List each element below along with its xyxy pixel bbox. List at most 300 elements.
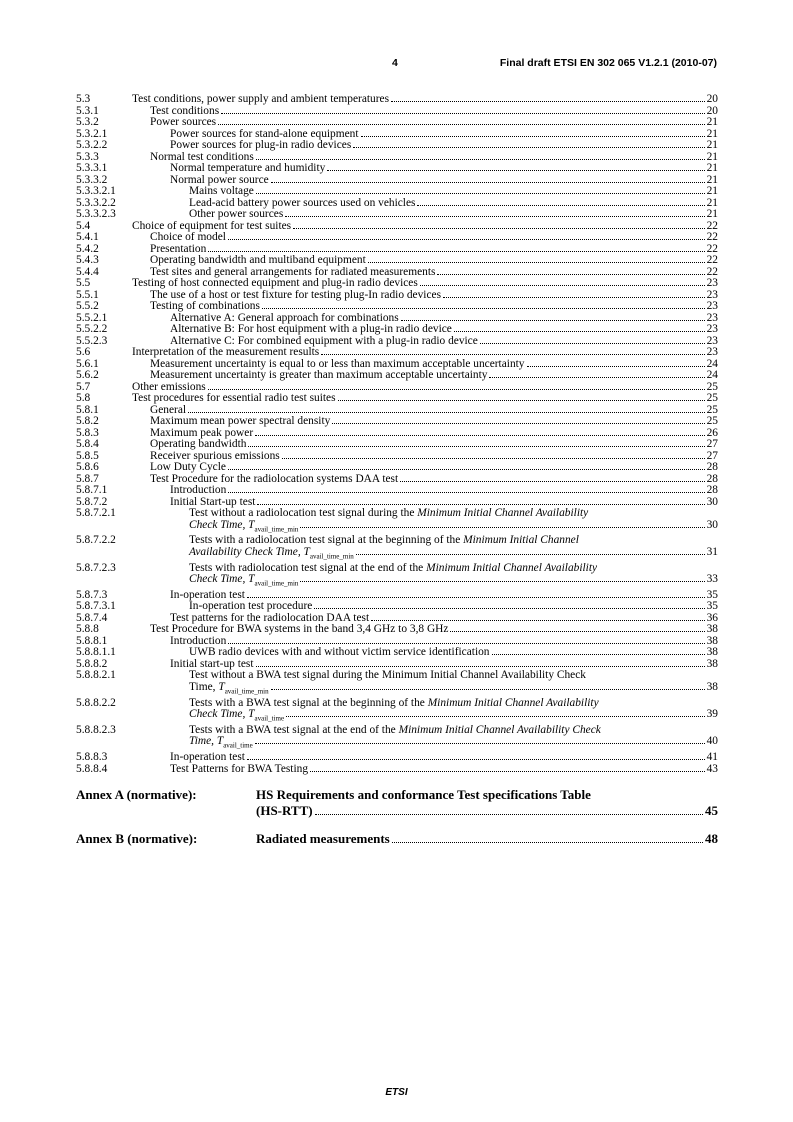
annex-list <box>76 787 718 847</box>
page-number: 4 <box>392 57 398 69</box>
toc-entry-line2 <box>189 736 718 752</box>
toc-entry-page: 35 <box>706 600 718 613</box>
dot-leader <box>391 101 705 102</box>
toc-entry-text: Tests with a radiolocation test signal at the beginning of the <box>189 534 464 547</box>
toc-entry-number: 5.4.1 <box>76 231 99 243</box>
toc-entry-subscript: avail_time_min <box>309 552 354 561</box>
toc-entry-text: UWB radio devices with and without victim service identification <box>189 646 490 659</box>
toc-entry-number: 5.8.8.2 <box>76 657 108 670</box>
toc-entry-number: 5.8.8.4 <box>76 762 108 775</box>
dot-leader <box>271 689 705 690</box>
toc-entry-subscript: avail_time_min <box>254 524 299 533</box>
toc-entry-line2-text <box>189 520 298 536</box>
dot-leader <box>454 331 705 332</box>
toc-entry-text: Testing of combinations <box>150 300 260 312</box>
toc-entry-page: 40 <box>706 735 718 748</box>
dot-leader <box>353 147 704 148</box>
toc-entry-page: 38 <box>706 657 718 670</box>
toc-entry-text: In-operation test procedure <box>189 600 313 613</box>
toc-entry-page: 30 <box>706 518 718 531</box>
toc-entry-title <box>132 278 718 290</box>
toc-entry-text: Lead-acid battery power sources used on vehicles <box>189 196 416 209</box>
toc-entry-page: 27 <box>706 438 718 450</box>
toc-entry-number: 5.8.7 <box>76 472 99 485</box>
toc-entry-number: 5.5.2.2 <box>76 323 108 335</box>
table-of-contents <box>76 94 718 847</box>
dot-leader <box>228 492 704 493</box>
toc-entry-page: 22 <box>706 265 718 278</box>
toc-entry-number: 5.3.3.2 <box>76 173 108 186</box>
toc-entry-page: 21 <box>706 116 718 128</box>
dot-leader <box>256 666 705 667</box>
toc-entry-page: 25 <box>706 380 718 393</box>
toc-entry-number: 5.5.2.1 <box>76 311 108 324</box>
toc-entry-text: Test without a radiolocation test signal during the <box>189 507 418 519</box>
toc-entry-number: 5.8.8.2.1 <box>76 669 116 682</box>
annex-page: 48 <box>705 831 718 847</box>
toc-entry-text: Test Procedure for BWA systems in the band 3,4 GHz to 3,8 GHz <box>150 623 449 636</box>
toc-entry-page: 43 <box>706 762 718 775</box>
toc-entry-page: 21 <box>706 139 718 151</box>
toc-entry[interactable] <box>76 186 718 198</box>
toc-entry-page: 28 <box>706 484 718 496</box>
toc-entry-number: 5.8.8.2.3 <box>76 723 116 736</box>
dot-leader <box>420 285 705 286</box>
toc-entry-title <box>132 106 718 118</box>
toc-entry-italic: Minimum Initial Channel Availability Check <box>398 723 601 736</box>
footer-etsi: ETSI <box>385 1087 408 1098</box>
toc-entry-page: 23 <box>706 334 718 347</box>
toc-entry-number: 5.3.2.1 <box>76 127 108 140</box>
toc-entry-text: Normal power source <box>170 173 269 186</box>
dot-leader <box>489 377 704 378</box>
toc-entry-number: 5.3.3 <box>76 150 99 163</box>
toc-entry-subscript: avail_time <box>254 714 285 723</box>
toc-entry-number: 5.4.2 <box>76 242 99 255</box>
toc-entry[interactable] <box>76 94 718 106</box>
toc-entry[interactable] <box>76 725 718 752</box>
toc-entry-text: The use of a host or test fixture for testing plug-In radio devices <box>150 288 442 301</box>
dot-leader <box>248 446 704 447</box>
toc-entry-title <box>132 698 718 725</box>
toc-entry-title <box>132 416 718 428</box>
toc-entry-text: Test patterns for the radiolocation DAA test <box>170 611 370 624</box>
dot-leader <box>437 274 704 275</box>
toc-entry-number: 5.5.2 <box>76 300 99 312</box>
toc-entry-text: Introduction <box>170 634 227 647</box>
toc-entry-title <box>132 163 718 175</box>
toc-entry-text: In-operation test <box>170 588 245 601</box>
dot-leader <box>285 216 704 217</box>
dot-leader <box>293 228 704 229</box>
toc-entry[interactable] <box>76 140 718 152</box>
dot-leader <box>327 170 704 171</box>
dot-leader <box>332 423 704 424</box>
toc-entry-page: 21 <box>706 173 718 186</box>
toc-entry-page: 21 <box>706 196 718 209</box>
toc-entry-page: 21 <box>706 127 718 140</box>
toc-entry-number: 5.6.2 <box>76 369 99 381</box>
toc-entry[interactable] <box>76 590 718 602</box>
toc-entry-number: 5.8.6 <box>76 461 99 473</box>
toc-entry-line1 <box>189 508 718 520</box>
toc-entry[interactable] <box>76 370 718 382</box>
annex-page: 45 <box>705 803 718 819</box>
dot-leader <box>300 581 704 582</box>
dot-leader <box>286 716 705 717</box>
toc-entry[interactable] <box>76 563 718 590</box>
toc-entry-page: 20 <box>706 104 718 117</box>
dot-leader <box>255 743 705 744</box>
toc-entry-number: 5.8.8.2.2 <box>76 696 116 709</box>
toc-entry-number: 5.3.3.2.2 <box>76 196 116 209</box>
toc-entry-text: Low Duty Cycle <box>150 461 226 473</box>
toc-entry-page: 21 <box>706 150 718 163</box>
dot-leader <box>208 251 704 252</box>
toc-entry-text: Tests with a BWA test signal at the end of the <box>189 723 399 736</box>
annex-title-text: Radiated measurements <box>256 831 390 847</box>
toc-entry-page: 21 <box>706 162 718 174</box>
toc-entry-number: 5.4.3 <box>76 254 99 266</box>
toc-entry-number: 5.8.3 <box>76 426 99 439</box>
toc-entry-text: Receiver spurious emissions <box>150 449 280 462</box>
dot-leader <box>400 481 704 482</box>
toc-entry-text: Maximum mean power spectral density <box>150 415 331 427</box>
annex-title-line1: HS Requirements and conformance Test specifications Table <box>256 787 591 803</box>
toc-entry-text: Tests with a BWA test signal at the beginning of the <box>189 696 428 709</box>
toc-entry-title <box>132 508 718 535</box>
toc-entry-text: Initial Start-up test <box>170 495 256 508</box>
toc-entry-number: 5.3.3.1 <box>76 162 108 174</box>
dot-leader <box>218 124 704 125</box>
annex-label: Annex A (normative): <box>76 787 197 803</box>
toc-entry-line2-text <box>189 547 354 563</box>
dot-leader <box>361 136 705 137</box>
toc-entry-title <box>132 670 718 697</box>
toc-entry-number: 5.8.5 <box>76 449 99 462</box>
toc-entry-text: Alternative B: For host equipment with a plug-in radio device <box>170 323 452 335</box>
toc-entry-text: Initial start-up test <box>170 657 254 670</box>
dot-leader <box>450 631 704 632</box>
toc-entry-line2-text <box>189 682 269 698</box>
toc-entry-text: Test Procedure for the radiolocation systems DAA test <box>150 472 399 485</box>
toc-entry-subscript: avail_time <box>223 741 253 750</box>
toc-entry-text: Measurement uncertainty is equal to or less than maximum acceptable uncertainty <box>150 357 525 370</box>
page-header <box>0 57 793 73</box>
toc-entry-number: 5.8.7.2.3 <box>76 561 116 574</box>
toc-entry-text: Choice of model <box>150 231 226 243</box>
dot-leader <box>271 182 705 183</box>
toc-entry-page: 27 <box>706 449 718 462</box>
toc-entry[interactable] <box>76 508 718 535</box>
toc-entry-italic: Availability Check Time, T <box>189 545 310 558</box>
dot-leader <box>247 597 705 598</box>
toc-entry-number: 5.6 <box>76 346 91 358</box>
toc-entry-line2-text <box>189 736 253 752</box>
toc-entry-page: 38 <box>706 634 718 647</box>
toc-entry-italic: Time, T <box>189 735 224 748</box>
toc-entry-page: 21 <box>706 185 718 197</box>
toc-entry[interactable] <box>76 462 718 474</box>
toc-entry-text: Presentation <box>150 242 207 255</box>
toc-entry-italic: Minimum Initial Channel Availability <box>417 507 589 519</box>
toc-entry-subscript: avail_time_min <box>224 687 269 696</box>
toc-entry[interactable] <box>76 485 718 497</box>
toc-entry-text: Time, <box>189 680 219 693</box>
dot-leader <box>188 412 705 413</box>
toc-entry-title <box>132 764 718 776</box>
toc-entry-page: 23 <box>706 323 718 335</box>
toc-entry-page: 38 <box>706 623 718 636</box>
toc-entry-text: Test Patterns for BWA Testing <box>170 762 309 775</box>
toc-entry-number: 5.8.7.3.1 <box>76 600 116 613</box>
toc-entry-line2-text <box>189 574 298 590</box>
toc-entry[interactable] <box>76 670 718 697</box>
toc-entry[interactable] <box>76 698 718 725</box>
dot-leader <box>228 239 705 240</box>
toc-entry[interactable] <box>76 209 718 221</box>
toc-entry-number: 5.8.8.3 <box>76 751 108 764</box>
toc-entry[interactable] <box>76 416 718 428</box>
toc-entry-number: 5.4 <box>76 219 91 232</box>
toc-entry-title <box>132 324 718 336</box>
toc-entry-number: 5.8.2 <box>76 415 99 427</box>
toc-entry-text: Mains voltage <box>189 185 254 197</box>
toc-entry-text: Test conditions <box>150 104 220 117</box>
toc-entry-number: 5.5.1 <box>76 288 99 301</box>
toc-entry-text: Alternative C: For combined equipment with a plug-in radio device <box>170 334 478 347</box>
toc-entry-title <box>132 117 718 129</box>
toc-entry-page: 22 <box>706 254 718 266</box>
toc-entry-italic: Minimum Initial Channel Availability <box>427 696 599 709</box>
toc-entry-number: 5.8.7.2.1 <box>76 507 116 519</box>
toc-entry-line2 <box>189 709 718 725</box>
toc-entry-line2-text <box>189 709 284 725</box>
toc-entry-text: Normal temperature and humidity <box>170 162 326 174</box>
toc-entry-text: Interpretation of the measurement results <box>132 346 320 358</box>
toc-entry-line1 <box>189 670 718 682</box>
dot-leader <box>356 554 705 555</box>
toc-entry-title <box>132 255 718 267</box>
toc-entry-line2 <box>189 574 718 590</box>
dot-leader <box>300 527 704 528</box>
toc-entry-text: Other emissions <box>132 380 206 393</box>
toc-entry[interactable] <box>76 324 718 336</box>
toc-entry-page: 23 <box>706 346 718 358</box>
toc-entry-page: 25 <box>706 392 718 404</box>
dot-leader <box>310 771 705 772</box>
dot-leader <box>228 643 704 644</box>
dot-leader <box>257 504 704 505</box>
toc-entry-italic: Minimum Initial Channel <box>463 534 579 547</box>
toc-entry-number: 5.5 <box>76 277 91 289</box>
toc-entry-page: 41 <box>706 751 718 764</box>
dot-leader <box>255 435 704 436</box>
toc-entry[interactable] <box>76 752 718 764</box>
toc-entry-title <box>132 725 718 752</box>
document-title: Final draft ETSI EN 302 065 V1.2.1 (2010-07) <box>499 57 717 69</box>
toc-entry-text: In-operation test <box>170 751 245 764</box>
toc-entry[interactable] <box>76 232 718 244</box>
toc-entry-page: 22 <box>706 242 718 255</box>
toc-entry-number: 5.5.2.3 <box>76 334 108 347</box>
dot-leader <box>480 343 705 344</box>
toc-entry-line2 <box>189 682 718 698</box>
annex-entry[interactable] <box>76 831 718 847</box>
toc-entry-text: Power sources <box>150 116 217 128</box>
toc-entry-text: Operating bandwidth <box>150 438 247 450</box>
toc-entry-title <box>132 370 718 382</box>
toc-entry-number: 5.3.2.2 <box>76 139 108 151</box>
toc-entry-number: 5.8.7.1 <box>76 484 108 496</box>
annex-title <box>256 787 718 819</box>
toc-entry-line1 <box>189 698 718 710</box>
toc-entry-number: 5.8.7.4 <box>76 611 108 624</box>
toc-entry-text: Power sources for stand-alone equipment <box>170 127 359 140</box>
toc-entry-page: 38 <box>706 646 718 659</box>
dot-leader <box>314 608 704 609</box>
toc-entry[interactable] <box>76 117 718 129</box>
toc-entry-page: 23 <box>706 277 718 289</box>
dot-leader <box>401 320 705 321</box>
toc-entry[interactable] <box>76 347 718 359</box>
dot-leader <box>492 654 705 655</box>
toc-entry-page: 24 <box>706 369 718 381</box>
toc-entry[interactable] <box>76 393 718 405</box>
dot-leader <box>371 620 704 621</box>
dot-leader <box>315 814 703 815</box>
toc-entry-page: 25 <box>706 415 718 427</box>
toc-entry-title <box>132 232 718 244</box>
toc-entry-title <box>132 94 718 106</box>
dot-leader <box>262 308 705 309</box>
annex-title-text: (HS-RTT) <box>256 803 313 819</box>
toc-entry[interactable] <box>76 198 718 210</box>
toc-entry-page: 39 <box>706 708 718 721</box>
toc-entry[interactable] <box>76 255 718 267</box>
toc-entry-page: 23 <box>706 311 718 324</box>
dot-leader <box>282 458 705 459</box>
dot-leader <box>368 262 705 263</box>
toc-entry-number: 5.7 <box>76 380 91 393</box>
toc-entry-page: 31 <box>706 545 718 558</box>
toc-entry-text: Other power sources <box>189 208 284 220</box>
toc-entry[interactable] <box>76 175 718 187</box>
toc-entry-page: 23 <box>706 300 718 312</box>
toc-entry-title <box>132 485 718 497</box>
toc-entry-number: 5.8.8.1 <box>76 634 108 647</box>
toc-entry-page: 22 <box>706 231 718 243</box>
dot-leader <box>527 366 705 367</box>
toc-entry-text: Test procedures for essential radio test suites <box>132 392 336 404</box>
dot-leader <box>208 389 705 390</box>
toc-entry-subscript: avail_time_min <box>254 579 299 588</box>
toc-entry-italic: Check Time, T <box>189 708 255 721</box>
annex-title <box>256 831 718 847</box>
dot-leader <box>247 759 705 760</box>
toc-entry-page: 30 <box>706 495 718 508</box>
toc-entry-page: 26 <box>706 426 718 439</box>
toc-entry-number: 5.8.4 <box>76 438 99 450</box>
toc-entry[interactable] <box>76 278 718 290</box>
toc-entry-text: Test sites and general arrangements for radiated measurements <box>150 265 436 278</box>
toc-entry-italic: T <box>218 680 225 693</box>
annex-entry[interactable] <box>76 787 718 819</box>
toc-entry-title <box>132 301 718 313</box>
toc-entry[interactable] <box>76 301 718 313</box>
toc-entry-number: 5.3.1 <box>76 104 99 117</box>
toc-entry-text: Operating bandwidth and multiband equipment <box>150 254 366 266</box>
toc-entry-page: 28 <box>706 472 718 485</box>
toc-entry[interactable] <box>76 439 718 451</box>
toc-entry-title <box>132 563 718 590</box>
dot-leader <box>256 159 705 160</box>
dot-leader <box>417 205 704 206</box>
toc-entry-page: 28 <box>706 461 718 473</box>
toc-entry-line1 <box>189 563 718 575</box>
toc-entry-number: 5.4.4 <box>76 265 99 278</box>
toc-entry-number: 5.8.8.1.1 <box>76 646 116 659</box>
toc-entry-number: 5.3 <box>76 93 91 105</box>
toc-entry-line1 <box>189 725 718 737</box>
toc-entry-number: 5.8.7.3 <box>76 588 108 601</box>
toc-entry-number: 5.8.1 <box>76 403 99 416</box>
toc-entry-italic: Minimum Initial Channel Availability <box>426 561 598 574</box>
toc-entry[interactable] <box>76 535 718 562</box>
toc-entry-italic: Check Time, T <box>189 518 255 531</box>
toc-entry-text: Power sources for plug-in radio devices <box>170 139 352 151</box>
toc-entry-title <box>132 535 718 562</box>
toc-entry-title <box>132 462 718 474</box>
toc-entry-number: 5.3.3.2.1 <box>76 185 116 197</box>
toc-entry-page: 25 <box>706 403 718 416</box>
dot-leader <box>443 297 705 298</box>
dot-leader <box>392 842 703 843</box>
toc-entry-text: Test conditions, power supply and ambient temperatures <box>132 93 390 105</box>
toc-entry-page: 35 <box>706 588 718 601</box>
toc-entry-page: 36 <box>706 611 718 624</box>
toc-entry-number: 5.3.3.2.3 <box>76 208 116 220</box>
toc-entry-text: Introduction <box>170 484 227 496</box>
dot-leader <box>338 400 705 401</box>
toc-entry-number: 5.8.7.2.2 <box>76 534 116 547</box>
dot-leader <box>221 113 704 114</box>
annex-title-line2 <box>256 803 718 819</box>
toc-entry-number: 5.8.7.2 <box>76 495 108 508</box>
toc-entry[interactable] <box>76 764 718 776</box>
dot-leader <box>256 193 705 194</box>
toc-entry-page: 24 <box>706 357 718 370</box>
toc-entry-number: 5.6.1 <box>76 357 99 370</box>
toc-entry-line2 <box>189 547 718 563</box>
toc-entry-title <box>132 186 718 198</box>
toc-entry-italic: Check Time, T <box>189 573 255 586</box>
toc-entry-page: 21 <box>706 208 718 220</box>
toc-entry-title <box>132 347 718 359</box>
toc-entry[interactable] <box>76 163 718 175</box>
toc-entry-line2 <box>189 520 718 536</box>
toc-entry-page: 23 <box>706 288 718 301</box>
toc-entry-title <box>132 752 718 764</box>
toc-entry-number: 5.8.8 <box>76 623 99 636</box>
toc-entry-title <box>132 439 718 451</box>
toc-entry-text: Choice of equipment for test suites <box>132 219 292 232</box>
toc-entry-title <box>132 393 718 405</box>
toc-entry-page: 38 <box>706 680 718 693</box>
dot-leader <box>321 354 704 355</box>
toc-entry-title <box>132 209 718 221</box>
toc-entry-text: Testing of host connected equipment and plug-in radio devices <box>132 277 418 289</box>
